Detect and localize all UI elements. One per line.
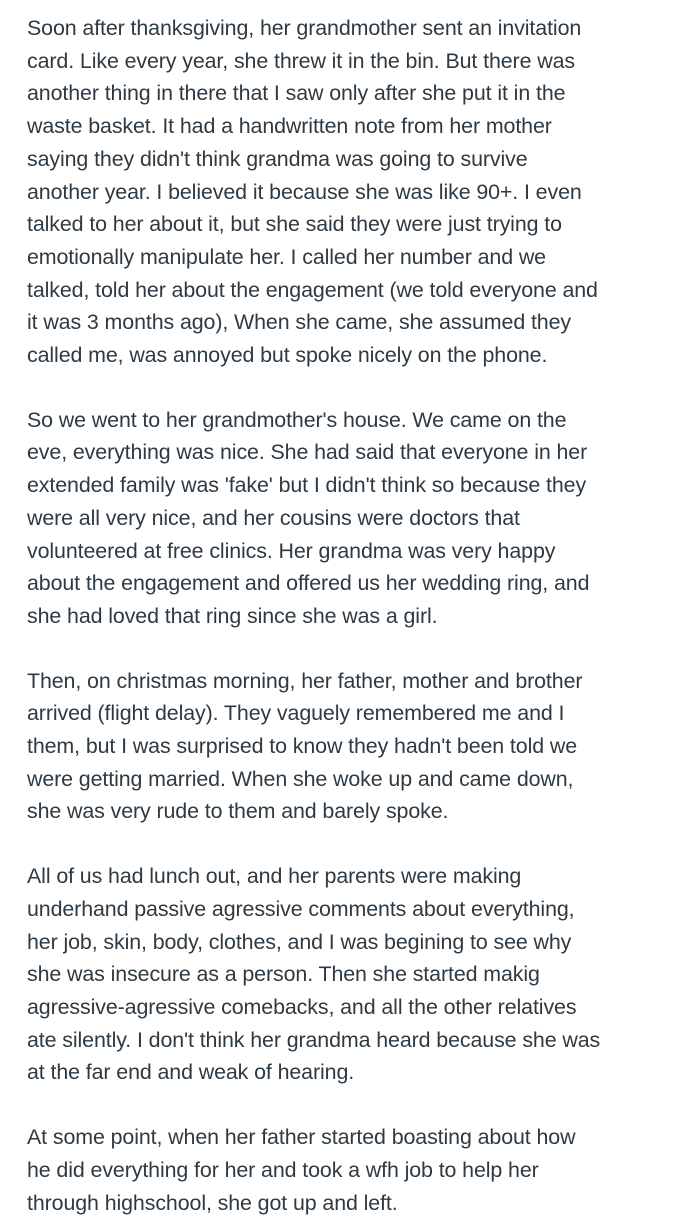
text-line: Then, on christmas morning, her father, mother and brother — [27, 665, 680, 698]
text-line: All of us had lunch out, and her parents were making — [27, 860, 680, 893]
text-line: it was 3 months ago), When she came, she assumed they — [27, 306, 680, 339]
text-line: talked to her about it, but she said they were just trying to — [27, 208, 680, 241]
text-line: he did everything for her and took a wfh job to help her — [27, 1154, 680, 1187]
text-line: emotionally manipulate her. I called her number and we — [27, 241, 680, 274]
paragraph-grandmother-house — [27, 404, 680, 633]
paragraph-she-left — [27, 1121, 680, 1219]
text-line: extended family was 'fake' but I didn't think so because they — [27, 469, 680, 502]
text-line: another thing in there that I saw only after she put it in the — [27, 77, 680, 110]
paragraph-invitation — [27, 12, 680, 372]
text-line: called me, was annoyed but spoke nicely on the phone. — [27, 339, 680, 372]
text-line: eve, everything was nice. She had said that everyone in her — [27, 436, 680, 469]
paragraph-christmas-morning — [27, 665, 680, 829]
text-line: at the far end and weak of hearing. — [27, 1056, 680, 1089]
text-line: she had loved that ring since she was a girl. — [27, 600, 680, 633]
text-line: underhand passive agressive comments about everything, — [27, 893, 680, 926]
text-line: were getting married. When she woke up and came down, — [27, 763, 680, 796]
text-line: she was insecure as a person. Then she started makig — [27, 958, 680, 991]
text-line: them, but I was surprised to know they hadn't been told we — [27, 730, 680, 763]
text-line: agressive-agressive comebacks, and all the other relatives — [27, 991, 680, 1024]
text-line: At some point, when her father started boasting about how — [27, 1121, 680, 1154]
text-line: saying they didn't think grandma was going to survive — [27, 143, 680, 176]
text-line: about the engagement and offered us her wedding ring, and — [27, 567, 680, 600]
paragraph-lunch — [27, 860, 680, 1089]
text-line: talked, told her about the engagement (we told everyone and — [27, 274, 680, 307]
text-line: another year. I believed it because she was like 90+. I even — [27, 176, 680, 209]
text-line: arrived (flight delay). They vaguely remembered me and I — [27, 697, 680, 730]
text-line: were all very nice, and her cousins were doctors that — [27, 502, 680, 535]
text-line: So we went to her grandmother's house. We came on the — [27, 404, 680, 437]
text-line: through highschool, she got up and left. — [27, 1187, 680, 1219]
text-line: ate silently. I don't think her grandma heard because she was — [27, 1024, 680, 1057]
text-line: she was very rude to them and barely spoke. — [27, 795, 680, 828]
text-line: volunteered at free clinics. Her grandma was very happy — [27, 535, 680, 568]
text-line: Soon after thanksgiving, her grandmother sent an invitation — [27, 12, 680, 45]
text-line: waste basket. It had a handwritten note from her mother — [27, 110, 680, 143]
text-line: her job, skin, body, clothes, and I was begining to see why — [27, 926, 680, 959]
text-line: card. Like every year, she threw it in the bin. But there was — [27, 45, 680, 78]
